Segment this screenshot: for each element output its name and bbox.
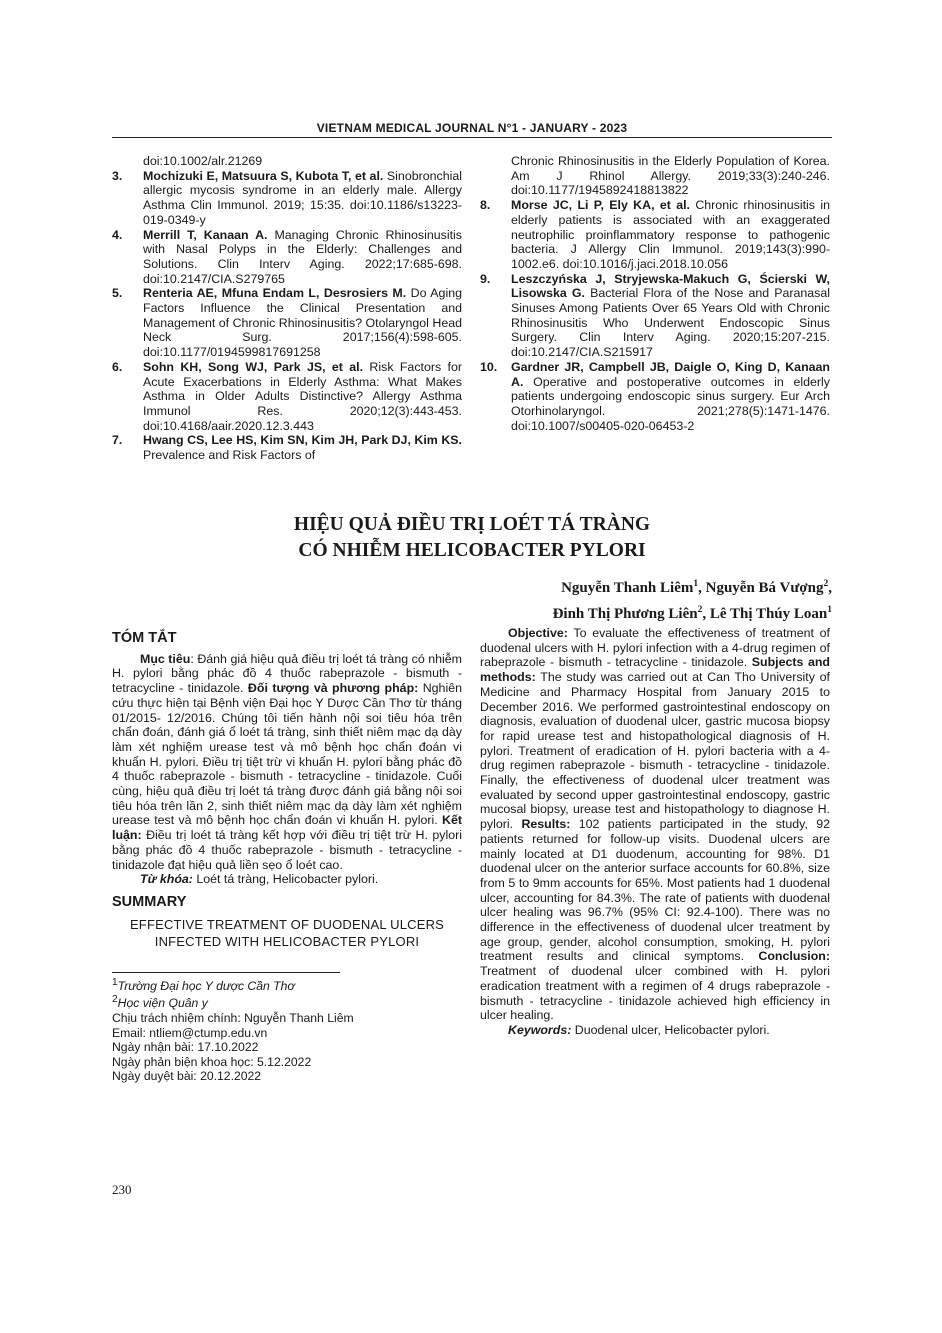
abstract-vi-body: Mục tiêu: Đánh giá hiệu quả điều trị loét tá tràng có nhiễm H. pylori bằng phác đồ 4 thuốc rabeprazole - bismuth - tetracycline - tinidazole. Đối tượng và phương pháp: Nghiên cứu thực hiện tại Bệnh viện Đại học Y Dược Cần Thơ từ tháng 01/2015- 12/2016. Chúng tôi tiến hành nội soi tiêu hóa trên chẩn đoán, đánh giá ổ loét tá tràng, sinh thiết niêm mạc dạ dày làm xét nghiệm urease test và mô bệnh học chẩn đoán vi khuẩn H. pylori. Điều trị tiệt trừ vi khuẩn H. pylori bằng phác đồ 4 thuốc rabeprazole - bismuth - tetracycline - tinidazole. Cuối cùng, hiệu quả điều trị loét tá tràng được đánh giá bằng nội soi tiêu hóa trên lần 2, sinh thiết niêm mạc dạ dày làm xét nghiệm urease test và mô bệnh học chẩn đoán vi khuẩn H. pylori. Kết luận: Điều trị loét tá tràng kết hợp với điều trị tiệt trừ H. pylori bằng phác đồ 4 thuốc rabeprazole - bismuth - tetracycline - tinidazole đạt hiệu quả liền sẹo ổ loét cao.: [112, 651, 462, 872]
date-reviewed: Ngày phản biện khoa học: 5.12.2022: [112, 1054, 312, 1069]
affiliation-2: $^2$Học viện Quân y: [112, 994, 208, 1011]
author-name: Nguyễn Thanh Liêm: [561, 580, 694, 596]
abstract-en-body: Objective: To evaluate the effectiveness of treatment of duodenal ulcers with H. pylori infection with a 4-drug regimen of rabeprazole - bismuth - tetracycline - tinidazole. Subjects and methods: The study was carried out at Can Tho University of Medicine and Pharmacy Hospital from January 2015 to December 2016. We performed gastrointestinal endoscopy on diagnosis, evaluation of duodenal ulcer, gastric mucosa biopsy for rapid urease test and histopathological diagnosis of H. pylori. Treatment of eradication of H. pylori bacteria with a 4-drug regimen rabeprazole - bismuth - tetracycline - tinidazole. Finally, the effectiveness of duodenal ulcer treatment was evaluated by second upper gastrointestinal endoscopy, gastric mucosal biopsy, urease test and histopathology to diagnose H. pylori. Results: 102 patients participated in the study, 92 patients returned for follow-up visits. Duodenal ulcers are mainly located at D1 duodenum, accounting for 98%. D1 duodenal ulcer on the anterior surface accounts for 60.8%, size from 5 to 9mm accounts for 65%. Most patients had 1 duodenal ulcer, accounting for 84.3%. The rate of patients with duodenal ulcer healing was 96.7% (95% CI: 92.4-100). There was no difference in the effectiveness of duodenal ulcer treatment by age group, gender, alcohol consumption, smoking, H. pylori treatment results and clinical symptoms. Conclusion: Treatment of duodenal ulcer combined with H. pylori eradication treatment with a regimen of 4 drugs rabeprazole - bismuth - tetracycline - tinidazole achieved high efficiency in ulcer healing.: [480, 626, 831, 1023]
article-title-line-1: HIỆU QUẢ ĐIỀU TRỊ LOÉT TÁ TRÀNG: [293, 514, 651, 535]
abstract-vi-keywords: Từ khóa: Loét tá tràng, Helicobacter pylori.: [140, 872, 379, 887]
date-approved: Ngày duyệt bài: 20.12.2022: [112, 1069, 262, 1084]
reference-item: 8. Morse JC, Li P, Ely KA, et al. Chronic rhinosinusitis in elderly patients is associated with an exaggerated neutrophilic proinflammatory response to pathogenic bacteria. J Allergy Clin Immunol. 2019;143(3):990-1002.e6. doi:10.1016/j.jaci.2018.10.056: [480, 198, 830, 271]
affiliation-1: $^1$Trường Đại học Y dược Cần Thơ: [112, 976, 295, 993]
page-number: 230: [112, 1182, 132, 1197]
references-right-column: [480, 154, 830, 433]
reference-item: doi:10.1002/alr.21269: [143, 154, 263, 168]
header-rule: [112, 137, 832, 138]
abstract-en-keywords: Keywords: Duodenal ulcer, Helicobacter pylori.: [508, 1022, 770, 1037]
abstract-vi-heading: TÓM TẮT: [112, 630, 177, 646]
author-name: Đinh Thị Phương Liên: [552, 606, 698, 622]
reference-item: 5. Renteria AE, Mfuna Endam L, Desrosiers M. Do Aging Factors Influence the Clinical Presentation and Management of Chronic Rhinosinusitis? Otolaryngol Head Neck Surg. 2017;156(4):598-605. doi:10.1177/0194599817691258: [112, 286, 462, 360]
right-column: [480, 626, 830, 1038]
reference-item: Chronic Rhinosinusitis in the Elderly Population of Korea. Am J Rhinol Allergy. 2019;33(3):240-246. doi:10.1177/1945892418813822: [511, 154, 830, 198]
footnote-rule: [112, 972, 340, 973]
journal-header: VIETNAM MEDICAL JOURNAL N°1 - JANUARY - 2023: [316, 121, 628, 135]
author-name: Lê Thị Thúy Loan: [709, 606, 828, 622]
reference-item: 7. Hwang CS, Lee HS, Kim SN, Kim JH, Park DJ, Kim KS. Prevalence and Risk Factors of: [112, 433, 462, 463]
reference-item: 3. Mochizuki E, Matsuura S, Kubota T, et al. Sinobronchial allergic mycosis syndrome in an elderly male. Allergy Asthma Clin Immunol. 2019; 15:35. doi:10.1186/s13223-019-0349-y: [112, 168, 462, 227]
footnotes: [112, 976, 462, 1084]
authors-line-2: Đinh Thị Phương Liên$^2$, Lê Thị Thúy Loan$^1$: [552, 605, 832, 622]
author-name: Nguyễn Bá Vượng: [705, 580, 824, 596]
article-title: [112, 512, 832, 564]
date-received: Ngày nhận bài: 17.10.2022: [112, 1040, 259, 1055]
email: Email: ntliem@ctump.edu.vn: [112, 1025, 268, 1040]
summary-title: EFFECTIVE TREATMENT OF DUODENAL ULCERS INFECTED WITH HELICOBACTER PYLORI: [129, 916, 445, 949]
references-left-column: [112, 154, 462, 463]
summary-heading: SUMMARY: [112, 893, 187, 910]
corresponding-author: Chịu trách nhiệm chính: Nguyễn Thanh Liêm: [112, 1010, 354, 1025]
article-title-line-2: CÓ NHIỄM HELICOBACTER PYLORI: [298, 540, 646, 561]
authors-line-1: Nguyễn Thanh Liêm$^1$, Nguyễn Bá Vượng$^2$,: [561, 579, 832, 596]
reference-item: 4. Merrill T, Kanaan A. Managing Chronic Rhinosinusitis with Nasal Polyps in the Elderly: Challenges and Solutions. Clin Interv Aging. 2022;17:685-698. doi:10.2147/CIA.S279765: [112, 227, 462, 286]
reference-item: 6. Sohn KH, Song WJ, Park JS, et al. Risk Factors for Acute Exacerbations in Elderly Asthma: What Makes Asthma in Older Adults Distinctive? Allergy Asthma Immunol Res. 2020;12(3):443-453. doi:10.4168/aair.2020.12.3.443: [112, 359, 462, 433]
reference-item: 10. Gardner JR, Campbell JB, Daigle O, King D, Kanaan A. Operative and postoperative outcomes in elderly patients undergoing endoscopic sinus surgery. Eur Arch Otorhinolaryngol. 2021;278(5):1471-1476. doi:10.1007/s00405-020-06453-2: [480, 359, 830, 433]
article-authors: [420, 573, 832, 625]
reference-item: 9. Leszczyńska J, Stryjewska-Makuch G, Ścierski W, Lisowska G. Bacterial Flora of the Nose and Paranasal Sinuses Among Patients Over 65 Years Old with Chronic Rhinosinusitis Who Underwent Endoscopic Sinus Surgery. Clin Interv Aging. 2020;15:207-215. doi:10.2147/CIA.S215917: [480, 271, 830, 360]
left-column: [112, 629, 462, 1084]
